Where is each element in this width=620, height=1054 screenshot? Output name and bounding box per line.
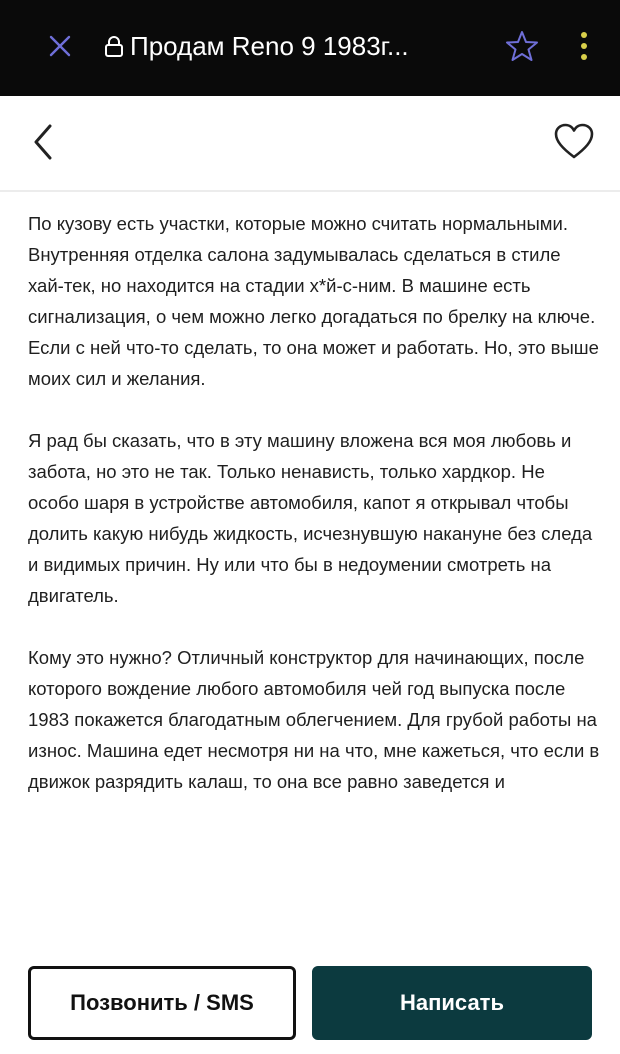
- more-vert-icon[interactable]: [572, 28, 596, 64]
- write-message-button[interactable]: Написать: [312, 966, 592, 1040]
- heart-icon[interactable]: [552, 120, 596, 164]
- description-paragraph-3: Кому это нужно? Отличный конструктор для начинающих, после которого вождение любого автомобиля чей год выпуска после 1983 покажется благодатным облегчением. Для грубой работы на износ. Машина едет несмотря ни на что, мне кажеться, что если в движок разрядить калаш, то она все равно заведется и: [28, 647, 600, 792]
- browser-toolbar: [0, 0, 620, 96]
- contact-bar: [0, 946, 620, 1054]
- ad-description: [28, 208, 600, 946]
- app-header: [0, 96, 620, 192]
- lock-icon: [104, 35, 124, 57]
- star-icon[interactable]: [504, 28, 540, 64]
- page-title: Продам Reno 9 1983г...: [130, 30, 409, 61]
- browser-title[interactable]: [104, 26, 484, 66]
- description-paragraph-1: По кузову есть участки, которые можно считать нормальными. Внутренняя отделка салона задумывалась сделаться в стиле хай-тек, но находится на стадии х*й-с-ним. В машине есть сигнализация, о чем можно легко догадаться по брелку на ключе. Если с ней что-то сделать, то она может и работать. Но, это выше моих сил и желания.: [28, 213, 599, 389]
- description-paragraph-2: Я рад бы сказать, что в эту машину вложена вся моя любовь и забота, но это не так. Только ненависть, только хардкор. Не особо шаря в устройстве автомобиля, капот я открывал чтобы долить какую нибудь жидкость, исчезнувшую накануне без следа и видимых причин. Ну или что бы в недоумении смотреть на двигатель.: [28, 430, 593, 606]
- back-icon[interactable]: [26, 120, 60, 164]
- call-sms-button[interactable]: Позвонить / SMS: [28, 966, 296, 1040]
- close-icon[interactable]: [40, 26, 80, 66]
